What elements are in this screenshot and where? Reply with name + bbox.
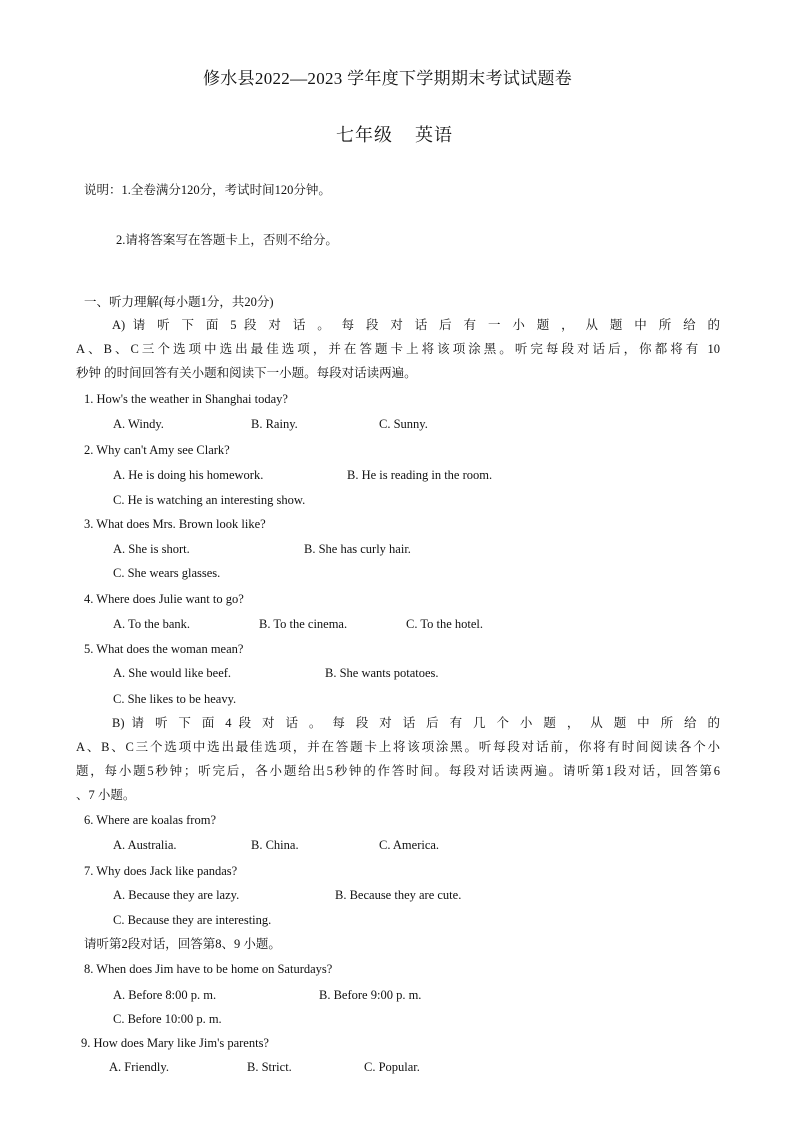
question-8: 8. When does Jim have to be home on Saturdays?: [84, 962, 333, 976]
q5-option-b: B. She wants potatoes.: [325, 666, 439, 680]
exam-subtitle: [336, 127, 453, 143]
part-b-line-3: 题，每小题5秒钟；听完后，各小题给出5秒钟的作答时间。每段对话读两遍。请听第1段对话，回答第6: [76, 764, 720, 778]
question-1: 1. How's the weather in Shanghai today?: [84, 392, 288, 406]
q9-option-c: C. Popular.: [364, 1060, 420, 1074]
part-a-line-1: [76, 313, 720, 337]
part-b-line-4: 、7 小题。: [76, 788, 136, 802]
section-heading: 一、听力理解(每小题1分，共20分): [84, 295, 274, 309]
question-6: 6. Where are koalas from?: [84, 813, 216, 827]
q2-option-b: B. He is reading in the room.: [347, 468, 493, 482]
q9-option-a: A. Friendly.: [109, 1060, 169, 1074]
q1-option-c: C. Sunny.: [379, 417, 428, 431]
q8-option-b: B. Before 9:00 p. m.: [319, 988, 422, 1002]
question-4: 4. Where does Julie want to go?: [84, 592, 244, 606]
part-a-line-1-text: A) 请 听 下 面 5 段 对 话 。 每 段 对 话 后 有 一 小 题 ， 从 题 中 所 给 的: [112, 318, 720, 332]
subject-label: 英语: [415, 125, 453, 145]
q6-option-c: C. America.: [379, 838, 440, 852]
q4-option-b: B. To the cinema.: [259, 617, 348, 631]
question-5: 5. What does the woman mean?: [84, 642, 244, 656]
q8-option-a: A. Before 8:00 p. m.: [113, 988, 217, 1002]
q5-option-a: A. She would like beef.: [113, 666, 232, 680]
q7-option-c: C. Because they are interesting.: [113, 913, 272, 927]
q3-option-c: C. She wears glasses.: [113, 566, 221, 580]
part-a-line-2: A、B、C三个选项中选出最佳选项，并在答题卡上将该项涂黑。听完每段对话后，你都将有 10: [76, 342, 720, 356]
q2-option-c: C. He is watching an interesting show.: [113, 493, 306, 507]
question-9: 9. How does Mary like Jim's parents?: [81, 1036, 269, 1050]
question-7: 7. Why does Jack like pandas?: [84, 864, 238, 878]
question-3: 3. What does Mrs. Brown look like?: [84, 517, 266, 531]
q6-option-a: A. Australia.: [113, 838, 177, 852]
q9-option-b: B. Strict.: [247, 1060, 292, 1074]
q7-option-b: B. Because they are cute.: [335, 888, 462, 902]
q3-option-a: A. She is short.: [113, 542, 190, 556]
note-line-1: 说明：1.全卷满分120分，考试时间120分钟。: [84, 183, 331, 197]
q5-option-c: C. She likes to be heavy.: [113, 692, 237, 706]
q4-option-c: C. To the hotel.: [406, 617, 484, 631]
q3-option-b: B. She has curly hair.: [304, 542, 411, 556]
dialog-2-instruction: 请听第2段对话，回答第8、9 小题。: [84, 937, 281, 951]
part-b-line-1-text: B) 请 听 下 面 4 段 对 话 。 每 段 对 话 后 有 几 个 小 题 ， 从 题 中 所 给 的: [112, 716, 720, 730]
part-a-line-3: 秒钟 的时间回答有关小题和阅读下一小题。每段对话读两遍。: [76, 366, 417, 380]
exam-title: 修水县2022—2023 学年度下学期期末考试试题卷: [203, 69, 573, 88]
q7-option-a: A. Because they are lazy.: [113, 888, 240, 902]
part-b-line-1: [76, 711, 720, 735]
q4-option-a: A. To the bank.: [113, 617, 191, 631]
q6-option-b: B. China.: [251, 838, 299, 852]
q8-option-c: C. Before 10:00 p. m.: [113, 1012, 222, 1026]
part-b-line-2: A、B、C三个选项中选出最佳选项，并在答题卡上将该项涂黑。听每段对话前，你将有时间阅读各个小: [76, 740, 720, 754]
q1-option-a: A. Windy.: [113, 417, 164, 431]
note-line-2: 2.请将答案写在答题卡上，否则不给分。: [116, 233, 338, 247]
q1-option-b: B. Rainy.: [251, 417, 298, 431]
q2-option-a: A. He is doing his homework.: [113, 468, 264, 482]
grade-label: 七年级: [336, 125, 393, 145]
question-2: 2. Why can't Amy see Clark?: [84, 443, 230, 457]
